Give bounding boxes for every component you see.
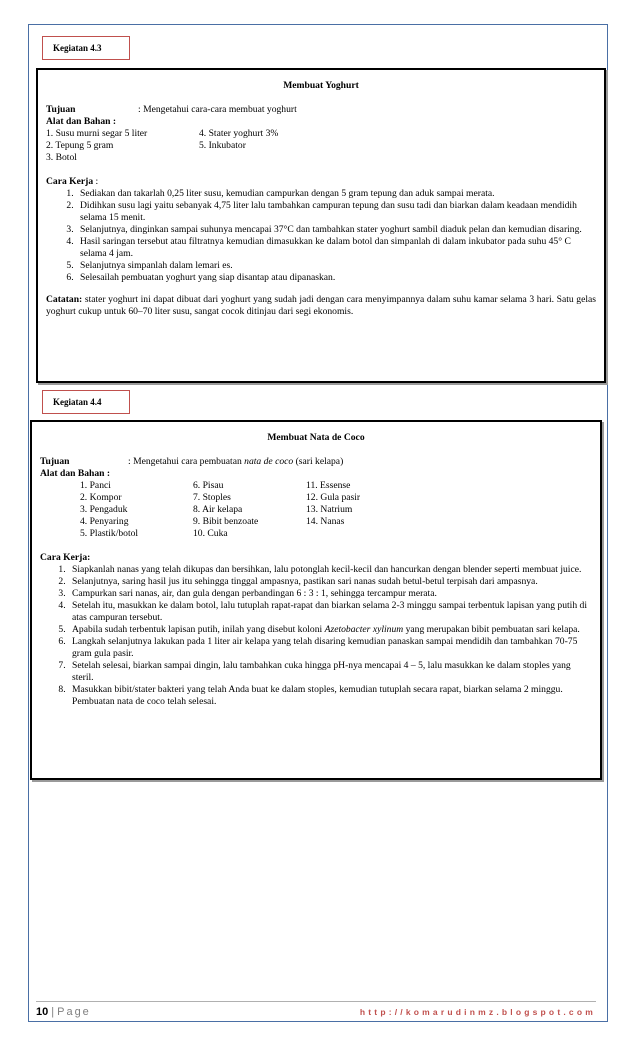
list-item: 5. Selanjutnya simpanlah dalam lemari es. xyxy=(76,260,596,272)
materials-column xyxy=(193,480,306,540)
material-item: 5. Inkubator xyxy=(199,140,246,151)
materials-column xyxy=(80,480,193,540)
purpose-text xyxy=(128,456,343,468)
material-item: 14. Nanas xyxy=(306,516,345,527)
nata-purpose-row xyxy=(40,456,592,468)
list-item: 8. Masukkan bibit/stater bakteri yang telah Anda buat ke dalam stoples, kemudian tutuplah secara rapat, biarkan selama 2 minggu. Pembuatan nata de coco telah selesai. xyxy=(68,684,592,708)
note-text: stater yoghurt ini dapat dibuat dari yoghurt yang sudah jadi dengan cara menyimpannya dalam suhu kamar selama 3 hari. Satu gelas yoghurt cukup untuk 60–70 liter susu, sangat cocok ditinjau dari segi ekonomis. xyxy=(46,294,596,317)
footer-separator: | xyxy=(51,1006,55,1018)
list-item: 4. Hasil saringan tersebut atau filtratnya kemudian dimasukkan ke dalam botol dan simpanlah di dalam inkubator pada suhu 45° C selama 4 jam. xyxy=(76,236,596,260)
list-item: 4. Setelah itu, masukkan ke dalam botol, lalu tutuplah rapat-rapat dan biarkan selama 2-3 minggu sampai terbentuk lapisan yang putih di atas campuran tersebut. xyxy=(68,600,592,624)
materials-label: Alat dan Bahan : xyxy=(40,468,111,479)
materials-column xyxy=(199,128,278,164)
list-item: 2. Didihkan susu lagi yaitu sebanyak 4,75 liter lalu tambahkan campuran tepung dan susu tadi dan biarkan dalam keadaan mendidih selama 15 menit. xyxy=(76,200,596,224)
material-item: 1. Susu murni segar 5 liter xyxy=(46,128,148,139)
activity-tag-4-4: Kegiatan 4.4 xyxy=(42,390,130,414)
nata-title: Membuat Nata de Coco xyxy=(267,432,365,443)
list-item xyxy=(68,624,592,636)
list-item: 3. Campurkan sari nanas, air, dan gula dengan perbandingan 6 : 3 : 1, sehingga tercampur merata. xyxy=(68,588,592,600)
list-item: 6. Selesailah pembuatan yoghurt yang siap disantap atau dipanaskan. xyxy=(76,272,596,284)
yoghurt-note xyxy=(46,294,596,318)
list-item: 6. Langkah selanjutnya lakukan pada 1 liter air kelapa yang telah disaring kemudian panaskan sampai mendidih dan tambahkan 70-75 gram gula pasir. xyxy=(68,636,592,660)
list-item: 3. Selanjutnya, dinginkan sampai suhunya mencapai 37°C dan tambahkan stater yoghurt sambil diaduk pelan dan kemudian disaring. xyxy=(76,224,596,236)
note-label: Catatan: xyxy=(46,294,83,305)
purpose-label: Tujuan xyxy=(40,456,70,467)
list-item: 1. Sediakan dan takarlah 0,25 liter susu, kemudian campurkan dengan 5 gram tepung dan aduk sampai merata. xyxy=(76,188,596,200)
footer-url-link[interactable]: http://komarudinmz.blogspot.com xyxy=(359,1007,596,1017)
nata-de-coco-box xyxy=(30,420,602,780)
purpose-text: : Mengetahui cara-cara membuat yoghurt xyxy=(138,104,297,115)
activity-tag-4-3: Kegiatan 4.3 xyxy=(42,36,130,60)
list-item: 7. Setelah selesai, biarkan sampai dingin, lalu tambahkan cuka hingga pH-nya mencapai 4 – 5, lalu masukkan ke dalam stoples yang steril. xyxy=(68,660,592,684)
list-item: 1. Siapkanlah nanas yang telah dikupas dan bersihkan, lalu potonglah kecil-kecil dan hancurkan dengan blender seperti membuat juice. xyxy=(68,564,592,576)
purpose-italic: nata de coco xyxy=(244,456,294,467)
step5-prefix: Apabila sudah terbentuk lapisan putih, inilah yang disebut koloni xyxy=(72,624,325,635)
step5-italic: Azetobacter xylinum xyxy=(324,624,404,635)
yoghurt-materials xyxy=(46,128,596,164)
page-number: 10 xyxy=(36,1006,49,1018)
list-item: 2. Selanjutnya, saring hasil jus itu sehingga tinggal ampasnya, pastikan sari nanas sudah betul-betul terpisah dari ampasnya. xyxy=(68,576,592,588)
material-item: 8. Air kelapa xyxy=(193,504,243,515)
purpose-prefix: : Mengetahui cara pembuatan xyxy=(128,456,245,467)
material-item: 7. Stoples xyxy=(193,492,231,503)
material-item: 4. Stater yoghurt 3% xyxy=(199,128,279,139)
nata-materials xyxy=(40,480,592,540)
yoghurt-purpose-row xyxy=(46,104,596,116)
footer-page-label xyxy=(36,1006,91,1018)
material-item: 1. Panci xyxy=(80,480,111,491)
material-item: 9. Bibit benzoate xyxy=(193,516,259,527)
steps-colon: : xyxy=(93,176,99,187)
steps-label: Cara Kerja: xyxy=(40,552,91,563)
material-item: 6. Pisau xyxy=(193,480,224,491)
material-item: 2. Tepung 5 gram xyxy=(46,140,114,151)
material-item: 12. Gula pasir xyxy=(306,492,361,503)
step5-suffix: yang merupakan bibit pembuatan sari kelapa. xyxy=(403,624,580,635)
material-item: 4. Penyaring xyxy=(80,516,129,527)
material-item: 11. Essense xyxy=(306,480,351,491)
steps-label: Cara Kerja xyxy=(46,176,94,187)
material-item: 3. Botol xyxy=(46,152,77,163)
material-item: 5. Plastik/botol xyxy=(80,528,139,539)
material-item: 3. Pengaduk xyxy=(80,504,128,515)
footer-divider xyxy=(36,1001,596,1002)
page-word: Page xyxy=(57,1006,91,1018)
material-item: 2. Kompor xyxy=(80,492,122,503)
nata-steps xyxy=(40,564,592,708)
purpose-label: Tujuan xyxy=(46,104,76,115)
purpose-suffix: (sari kelapa) xyxy=(293,456,344,467)
materials-column xyxy=(306,480,360,540)
yoghurt-steps xyxy=(46,188,596,284)
page-footer xyxy=(36,1006,596,1018)
materials-label: Alat dan Bahan : xyxy=(46,116,117,127)
yoghurt-title: Membuat Yoghurt xyxy=(283,80,359,91)
steps-heading xyxy=(46,176,596,188)
yoghurt-box xyxy=(36,68,606,383)
material-item: 13. Natrium xyxy=(306,504,353,515)
material-item: 10. Cuka xyxy=(193,528,228,539)
materials-column xyxy=(46,128,199,164)
